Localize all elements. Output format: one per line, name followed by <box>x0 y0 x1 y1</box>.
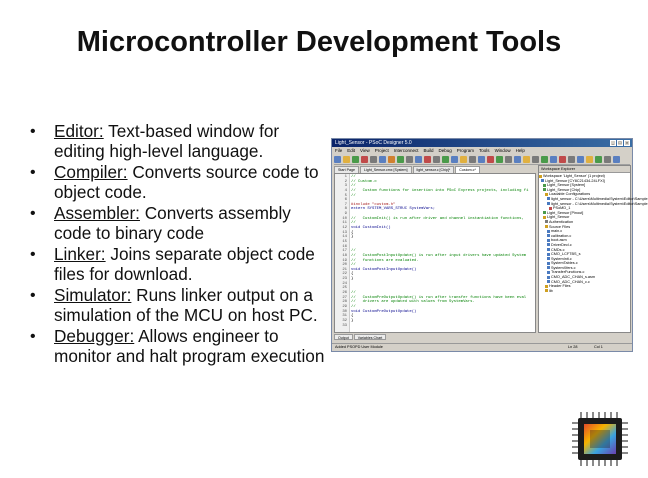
editor-tab[interactable]: Start Page <box>334 166 359 173</box>
file-icon <box>547 202 550 205</box>
ide-status-bar <box>332 343 632 351</box>
line-number: 26 <box>342 291 347 296</box>
toolbar-button-icon[interactable] <box>451 156 458 163</box>
maximize-icon: □ <box>618 140 622 145</box>
code-text: // <box>351 249 356 254</box>
line-number: 32 <box>342 318 347 323</box>
tree-item-label: Loadable Configurations <box>549 192 591 197</box>
ide-window-title: Light_Sensor - PSoC Designer 5.0 <box>332 139 632 147</box>
bullet-term: Editor: <box>54 121 104 141</box>
toolbar-button-icon[interactable] <box>406 156 413 163</box>
file-icon <box>547 243 550 246</box>
tree-item-label: boot.asm <box>551 238 567 243</box>
file-icon <box>543 184 546 187</box>
file-icon <box>547 230 550 233</box>
ide-menu-bar <box>332 147 632 154</box>
line-number: 17 <box>342 249 347 254</box>
line-number: 13 <box>342 230 347 235</box>
file-icon <box>543 188 546 191</box>
code-line <box>337 189 537 194</box>
line-number: 11 <box>342 221 347 226</box>
tree-item-label: Workspace 'Light_Sensor' (1 project) <box>543 174 605 178</box>
bullet-term: Compiler: <box>54 162 128 182</box>
code-text: { <box>351 314 354 319</box>
ide-editor-tabs <box>334 166 480 173</box>
toolbar-button-icon[interactable] <box>352 156 359 163</box>
output-tab[interactable]: Output <box>334 334 353 340</box>
line-number: 4 <box>344 188 347 193</box>
menu-item[interactable]: Tools <box>479 148 490 153</box>
file-icon <box>545 225 548 228</box>
tree-item-label: lib <box>549 288 553 293</box>
line-number: 24 <box>342 281 347 286</box>
toolbar-button-icon[interactable] <box>343 156 350 163</box>
file-icon <box>547 262 550 265</box>
toolbar-button-icon[interactable] <box>613 156 620 163</box>
file-icon <box>547 257 550 260</box>
code-line <box>337 217 537 222</box>
bullet-term: Linker: <box>54 244 106 264</box>
file-icon <box>545 193 548 196</box>
code-text: void CustomPostInputUpdate() <box>351 267 417 272</box>
microchip-icon <box>570 406 632 472</box>
file-icon <box>543 216 546 219</box>
toolbar-button-icon[interactable] <box>469 156 476 163</box>
editor-tab[interactable]: Light_Sensor.cmx [System] <box>360 166 412 173</box>
bullet-assembler <box>28 204 328 243</box>
toolbar-button-icon[interactable] <box>532 156 539 163</box>
line-number: 14 <box>342 235 347 240</box>
bullet-dot: • <box>30 205 36 222</box>
tree-item-label: DriverDecl.c <box>551 242 572 247</box>
file-icon <box>545 285 548 288</box>
menu-item[interactable]: Debug <box>438 148 452 153</box>
output-tab[interactable]: Variables Chart <box>354 334 387 340</box>
code-text: // CustomPreOutputUpdate() is run after transfer functions have been eval <box>351 295 527 300</box>
tree-item-label: CMDs.c <box>551 247 565 252</box>
bullet-compiler <box>28 163 328 202</box>
bullet-term: Assembler: <box>54 203 140 223</box>
bullet-text: Runs linker output on a simulation of the MCU on host PC. <box>54 285 318 325</box>
bullet-text: Converts source code to object code. <box>54 162 319 202</box>
code-text: // <box>351 291 356 296</box>
tree-item-label: CMO_ADC_CHAN_s.asm <box>551 275 596 280</box>
tree-item-label: TransferFunctions.c <box>551 270 585 275</box>
bullet-dot: • <box>30 123 36 140</box>
code-text: // CustomPostInputUpdate() is run after input drivers have updated System <box>351 253 527 258</box>
line-number: 29 <box>342 304 347 309</box>
line-number: 21 <box>342 267 347 272</box>
line-number: 19 <box>342 258 347 263</box>
tree-item-label: PSoMD_1 <box>553 206 571 211</box>
line-number: 20 <box>342 263 347 268</box>
bullet-editor <box>28 122 328 161</box>
line-number: 23 <box>342 277 347 282</box>
tree-item-label: SystemInit.c <box>551 256 572 261</box>
code-text: void CustomInit() <box>351 226 391 231</box>
line-number: 25 <box>342 286 347 291</box>
code-text: // Custom functions for insertion into PSoC Express projects, including fi <box>351 188 529 193</box>
tree-item-label: Light_Sensor [Pinout] <box>547 210 584 215</box>
bullet-dot: • <box>30 164 36 181</box>
code-text: // <box>351 175 356 179</box>
line-number: 1 <box>344 175 347 179</box>
toolbar-button-icon[interactable] <box>604 156 611 163</box>
file-icon <box>547 280 550 283</box>
file-icon <box>547 271 550 274</box>
line-number: 6 <box>344 198 347 203</box>
toolbar-button-icon[interactable] <box>361 156 368 163</box>
tree-item-label: Light_Sensor <box>547 215 570 220</box>
toolbar-button-icon[interactable] <box>442 156 449 163</box>
menu-item[interactable]: Window <box>494 148 511 153</box>
menu-item[interactable]: View <box>360 148 370 153</box>
line-number: 8 <box>344 207 347 212</box>
bullet-text: Text-based window for editing high-level language. <box>54 121 280 161</box>
file-icon <box>547 234 550 237</box>
toolbar-button-icon[interactable] <box>523 156 530 163</box>
line-number: 2 <box>344 179 347 184</box>
code-text: // Custom.c <box>351 179 377 184</box>
toolbar-button-icon[interactable] <box>505 156 512 163</box>
code-text: // <box>351 184 356 189</box>
editor-tab[interactable]: light_sensor.c [Chip]* <box>413 166 455 173</box>
code-text: } <box>351 318 354 323</box>
bullet-term: Debugger: <box>54 326 135 346</box>
code-text: // <box>351 193 356 198</box>
ide-window-buttons <box>610 140 630 146</box>
code-text: } <box>351 277 354 282</box>
page-title: Microcontroller Development Tools <box>76 26 562 58</box>
minimize-icon: _ <box>611 140 615 145</box>
line-number: 16 <box>342 244 347 249</box>
bullet-dot: • <box>30 328 36 345</box>
code-editor <box>334 173 536 333</box>
line-number: 33 <box>342 323 347 328</box>
line-number: 9 <box>344 212 347 217</box>
toolbar-button-icon[interactable] <box>541 156 548 163</box>
toolbar-button-icon[interactable] <box>478 156 485 163</box>
code-text: // <box>351 263 356 268</box>
toolbar-button-icon[interactable] <box>397 156 404 163</box>
tree-item-label: Source Files <box>549 224 571 229</box>
tree-item-label: Light_Sensor [System] <box>547 183 586 188</box>
file-icon <box>541 179 544 182</box>
tree-item-label: Authentication <box>549 219 574 224</box>
toolbar-button-icon[interactable] <box>424 156 431 163</box>
toolbar-button-icon[interactable] <box>487 156 494 163</box>
bullet-list <box>28 122 328 368</box>
toolbar-button-icon[interactable] <box>568 156 575 163</box>
line-number: 28 <box>342 300 347 305</box>
line-number: 12 <box>342 226 347 231</box>
line-number: 10 <box>342 216 347 221</box>
tree-item-label: SystemXfers.c <box>551 265 576 270</box>
line-number: 30 <box>342 309 347 314</box>
file-icon <box>543 211 546 214</box>
file-icon <box>547 266 550 269</box>
line-number: 7 <box>344 202 347 207</box>
bullet-text: Joins separate object code files for download. <box>54 244 315 284</box>
file-icon <box>547 276 550 279</box>
bullet-linker <box>28 245 328 284</box>
status-line: Ln 28 <box>568 345 578 349</box>
menu-item[interactable]: Interconnect <box>393 148 419 153</box>
line-number: 18 <box>342 253 347 258</box>
code-text: #include "custom.h" <box>351 202 396 207</box>
tree-item[interactable] <box>539 289 630 294</box>
menu-item[interactable]: File <box>335 148 343 153</box>
tree-item-label: calibration.c <box>551 233 572 238</box>
code-text: { <box>351 272 354 277</box>
editor-tab[interactable]: Custom.c* <box>455 166 480 173</box>
tree-item-label: CMO_LCFTBS_s <box>551 252 581 257</box>
status-message: Added PSOPD User Module <box>335 345 383 349</box>
bullet-text: Allows engineer to monitor and halt program execution <box>54 326 325 366</box>
code-text: // <box>351 304 356 309</box>
file-icon <box>539 175 542 178</box>
code-text: void CustomPreOutputUpdate() <box>351 309 417 314</box>
toolbar-button-icon[interactable] <box>595 156 602 163</box>
code-text: // functions are evaluated. <box>351 258 419 263</box>
tree-item-label: light_sensor - C:\Users\Multimedia\System\Editor\Sample <box>551 196 648 201</box>
tree-item-label: SystemTables.c <box>551 261 578 266</box>
toolbar-button-icon[interactable] <box>388 156 395 163</box>
file-icon <box>547 253 550 256</box>
code-text: } <box>351 235 354 240</box>
file-icon <box>547 239 550 242</box>
tree-item-label: CMO_ADC_CHAN_c.c <box>551 279 590 284</box>
tree-item-label: Header Files <box>549 284 571 289</box>
code-text: { <box>351 230 354 235</box>
line-number: 27 <box>342 295 347 300</box>
code-text: // CustomInit() is run after driver and channel instantiation functions, <box>351 216 524 221</box>
bullet-term: Simulator: <box>54 285 132 305</box>
bullet-dot: • <box>30 287 36 304</box>
menu-item[interactable]: Help <box>515 148 525 153</box>
toolbar-button-icon[interactable] <box>586 156 593 163</box>
file-icon <box>549 207 552 210</box>
toolbar-button-icon[interactable] <box>496 156 503 163</box>
code-text: // drivers are updated with values from SystemVars. <box>351 300 475 305</box>
menu-item[interactable]: Project <box>374 148 389 153</box>
toolbar-button-icon[interactable] <box>514 156 521 163</box>
line-number: 5 <box>344 193 347 198</box>
tree-item-label: Light_Sensor [Chip] <box>547 187 581 192</box>
ide-toolbar <box>334 154 630 165</box>
code-text: extern SYSTEM_VARS_STRUC SystemVars; <box>351 207 436 212</box>
toolbar-button-icon[interactable] <box>433 156 440 163</box>
close-icon: × <box>625 140 629 145</box>
toolbar-button-icon[interactable] <box>370 156 377 163</box>
toolbar-button-icon[interactable] <box>550 156 557 163</box>
line-number: 3 <box>344 184 347 189</box>
toolbar-button-icon[interactable] <box>460 156 467 163</box>
tree-item-label: light_sensor - C:\Users\Multimedia\System\Editor\Sample <box>551 201 648 206</box>
file-icon <box>545 289 548 292</box>
ide-screenshot <box>331 138 648 352</box>
menu-item[interactable]: Program <box>456 148 475 153</box>
menu-item[interactable]: Build <box>423 148 434 153</box>
line-number: 15 <box>342 239 347 244</box>
tree-item-label: Light_Sensor [CY8C21434-24LFXI] <box>545 178 605 183</box>
bullet-debugger <box>28 327 328 366</box>
file-icon <box>547 248 550 251</box>
toolbar-button-icon[interactable] <box>415 156 422 163</box>
tree-item-label: main.c <box>551 229 563 234</box>
line-number: 31 <box>342 314 347 319</box>
status-column: Col 1 <box>594 345 603 349</box>
file-icon <box>545 220 548 223</box>
toolbar-button-icon[interactable] <box>559 156 566 163</box>
toolbar-button-icon[interactable] <box>577 156 584 163</box>
bullet-text: Converts assembly code to binary code <box>54 203 291 243</box>
toolbar-button-icon[interactable] <box>379 156 386 163</box>
bullet-dot: • <box>30 246 36 263</box>
code-line <box>337 324 537 329</box>
workspace-explorer <box>538 165 648 333</box>
explorer-title: Workspace Explorer <box>539 166 630 173</box>
explorer-tree <box>539 173 648 293</box>
toolbar-button-icon[interactable] <box>334 156 341 163</box>
menu-item[interactable]: Edit <box>347 148 356 153</box>
bullet-simulator <box>28 286 328 325</box>
output-tabs <box>334 334 386 340</box>
code-lines <box>337 175 537 328</box>
file-icon <box>547 197 550 200</box>
code-text: // <box>351 221 356 226</box>
line-number: 22 <box>342 272 347 277</box>
